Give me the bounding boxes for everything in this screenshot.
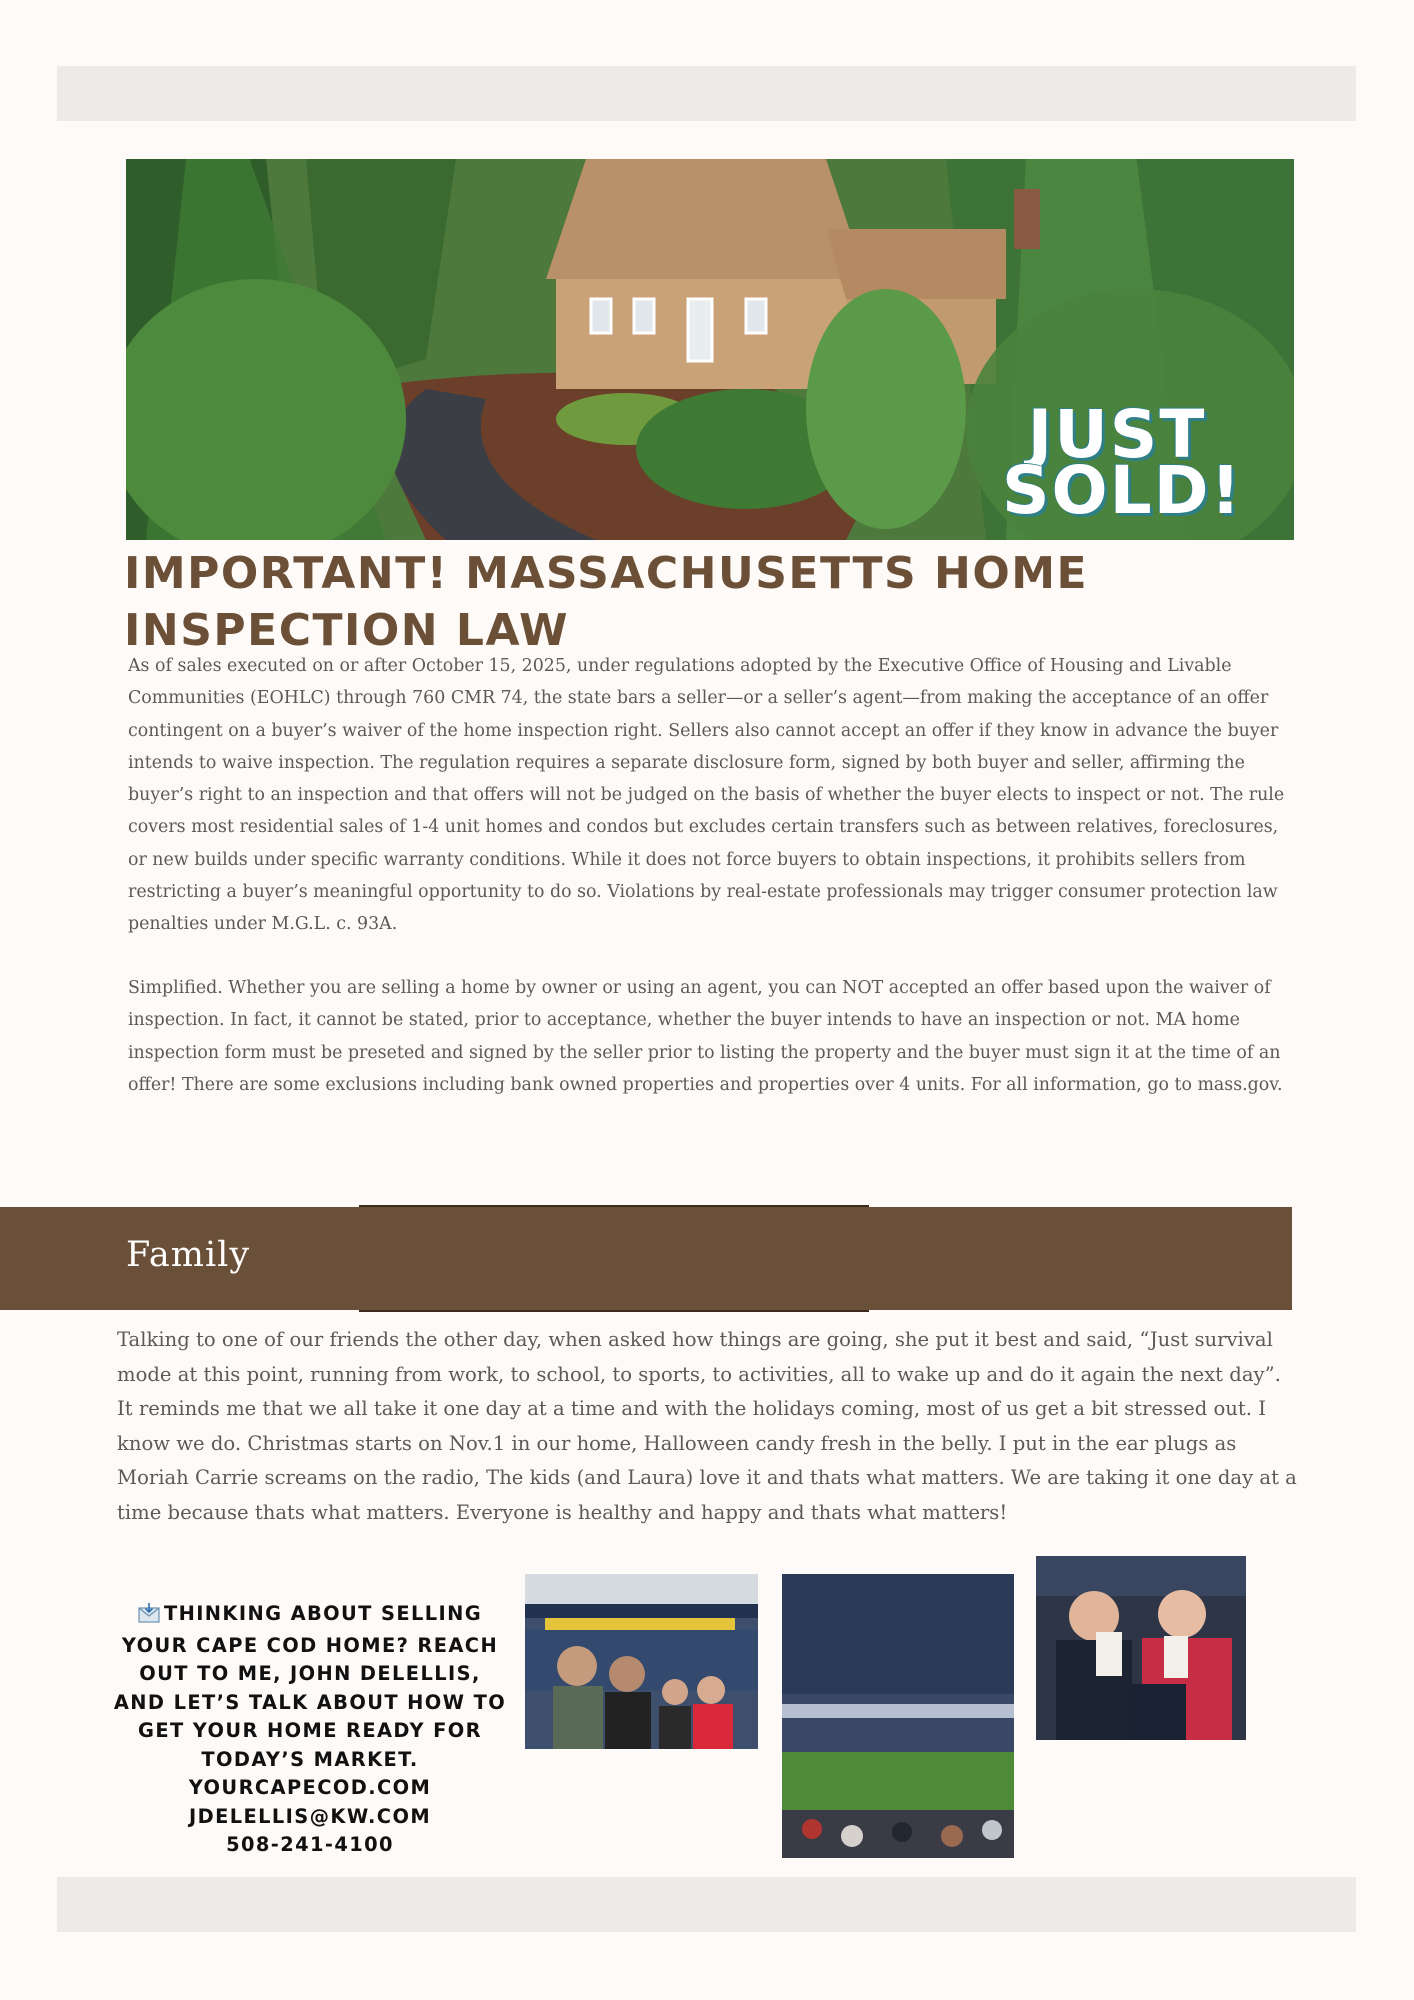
- inspection-law-simplified: Simplified. Whether you are selling a home by owner or using an agent, you can NOT accepted an offer based upon the waiver of inspection. In fact, it cannot be stated, prior to acceptance, whether the buyer intends to have an inspection or not. MA home inspection form must be preseted and signed by the seller prior to listing the property and the buyer must sign it at the time of an offer! There are some exclusions including bank owned properties and properties over 4 units. For all information, go to mass.gov.: [128, 978, 1283, 1095]
- contact-email[interactable]: JDELELLIS@KW.COM: [188, 1804, 432, 1828]
- just-sold-line2: SOLD!: [1002, 452, 1243, 529]
- header-accent-line-top: [359, 1205, 869, 1207]
- contact-message-text: THINKING ABOUT SELLING YOUR CAPE COD HOME? REACH OUT TO ME, JOHN DELELLIS, AND LET’S TALK ABOUT HOW TO GET YOUR HOME READY FOR TODAY’S MARKET.: [113, 1602, 507, 1771]
- just-sold-overlay: [1002, 396, 1243, 529]
- stadium-night-photo: [782, 1574, 1014, 1858]
- top-band: [57, 66, 1356, 121]
- inspection-law-body: As of sales executed on or after October 15, 2025, under regulations adopted by the Executive Office of Housing and Livable Communities (EOHLC) through 760 CMR 74, the state bars a seller—or a seller’s agent—from making the acceptance of an offer contingent on a buyer’s waiver of the home inspection right. Sellers also cannot accept an offer if they know in advance the buyer intends to waive inspection. The regulation requires a separate disclosure form, signed by both buyer and seller, affirming the buyer’s right to an inspection and that offers will not be judged on the basis of whether the buyer elects to inspect or not. The rule covers most residential sales of 1-4 unit homes and condos but excludes certain transfers such as between relatives, foreclosures, or new builds under specific warranty conditions. While it does not force buyers to obtain inspections, it prohibits sellers from restricting a buyer’s meaningful opportunity to do so. Violations by real-estate professionals may trigger consumer protection law penalties under M.G.L. c. 93A.: [128, 656, 1285, 935]
- contact-message: [110, 1600, 510, 1774]
- contact-phone[interactable]: 508-241-4100: [226, 1833, 394, 1856]
- kids-popcorn-photo: [1036, 1556, 1246, 1740]
- family-section-header: [0, 1207, 1292, 1310]
- inspection-law-title: IMPORTANT! MASSACHUSETTS HOME INSPECTION LAW: [124, 548, 1089, 656]
- family-heading: Family: [126, 1235, 251, 1275]
- envelope-icon: [138, 1603, 160, 1632]
- bottom-band: [57, 1877, 1356, 1932]
- contact-website[interactable]: YOURCAPECOD.COM: [188, 1776, 432, 1799]
- family-stadium-photo: [525, 1574, 758, 1749]
- just-sold-line1: JUST: [1027, 396, 1207, 473]
- header-accent-line-bottom: [359, 1310, 869, 1312]
- hero-house-photo: [126, 159, 1294, 540]
- family-body: Talking to one of our friends the other day, when asked how things are going, she put it best and said, “Just survival mode at this point, running from work, to school, to sports, to activities, all to wake up and do it again the next day”. It reminds me that we all take it one day at a time and with the holidays coming, most of us get a bit stressed out. I know we do. Christmas starts on Nov.1 in our home, Halloween candy fresh in the belly. I put in the ear plugs as Moriah Carrie screams on the radio, The kids (and Laura) love it and thats what matters. We are taking it one day at a time because thats what matters. Everyone is healthy and happy and thats what matters!: [117, 1328, 1297, 1524]
- contact-callout: [110, 1600, 510, 1860]
